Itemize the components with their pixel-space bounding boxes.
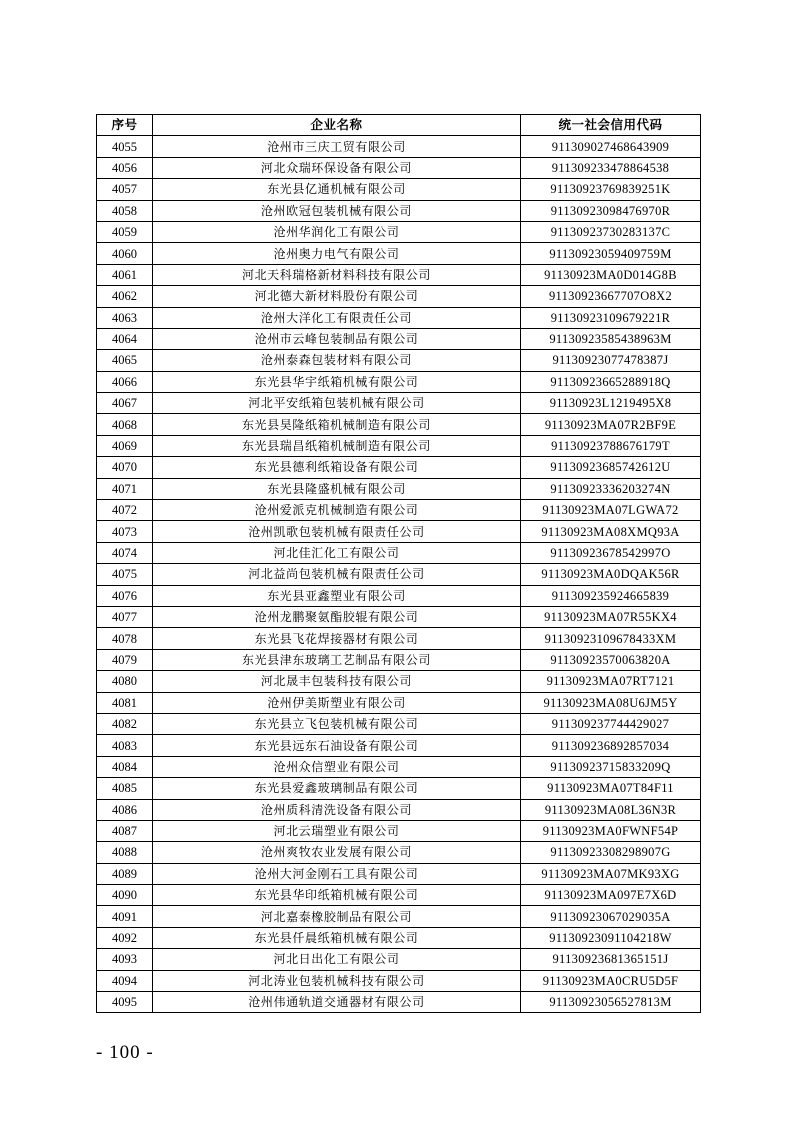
row-serial-number: 4079 bbox=[97, 649, 153, 670]
row-serial-number: 4084 bbox=[97, 756, 153, 777]
row-enterprise-name: 沧州欧冠包装机械有限公司 bbox=[153, 200, 521, 221]
row-serial-number: 4095 bbox=[97, 992, 153, 1013]
row-enterprise-name: 东光县津东玻璃工艺制品有限公司 bbox=[153, 649, 521, 670]
row-serial-number: 4069 bbox=[97, 435, 153, 456]
row-enterprise-name: 东光县爱鑫玻璃制品有限公司 bbox=[153, 778, 521, 799]
row-enterprise-name: 东光县亚鑫塑业有限公司 bbox=[153, 585, 521, 606]
table-row bbox=[97, 927, 701, 948]
row-serial-number: 4091 bbox=[97, 906, 153, 927]
row-credit-code: 91130923MA0CRU5D5F bbox=[521, 970, 701, 991]
table-row bbox=[97, 328, 701, 349]
row-serial-number: 4072 bbox=[97, 500, 153, 521]
row-serial-number: 4061 bbox=[97, 264, 153, 285]
row-enterprise-name: 东光县瑞昌纸箱机械制造有限公司 bbox=[153, 435, 521, 456]
row-credit-code: 91130923MA08U6JM5Y bbox=[521, 692, 701, 713]
row-serial-number: 4067 bbox=[97, 393, 153, 414]
row-enterprise-name: 河北天科瑞格新材料科技有限公司 bbox=[153, 264, 521, 285]
table-row bbox=[97, 393, 701, 414]
table-row bbox=[97, 371, 701, 392]
row-credit-code: 91130923308298907G bbox=[521, 842, 701, 863]
row-serial-number: 4073 bbox=[97, 521, 153, 542]
row-credit-code: 91130923MA0DQAK56R bbox=[521, 564, 701, 585]
table-row bbox=[97, 243, 701, 264]
row-enterprise-name: 沧州市云峰包装制品有限公司 bbox=[153, 328, 521, 349]
row-serial-number: 4074 bbox=[97, 542, 153, 563]
table-row bbox=[97, 542, 701, 563]
row-enterprise-name: 沧州凯歌包装机械有限责任公司 bbox=[153, 521, 521, 542]
row-enterprise-name: 东光县华宇纸箱机械有限公司 bbox=[153, 371, 521, 392]
table-row bbox=[97, 713, 701, 734]
row-serial-number: 4094 bbox=[97, 970, 153, 991]
row-enterprise-name: 东光县华印纸箱机械有限公司 bbox=[153, 885, 521, 906]
row-enterprise-name: 河北益尚包装机械有限责任公司 bbox=[153, 564, 521, 585]
table-body bbox=[97, 136, 701, 1013]
row-serial-number: 4083 bbox=[97, 735, 153, 756]
table-row bbox=[97, 628, 701, 649]
table-row bbox=[97, 820, 701, 841]
row-credit-code: 91130923MA07LGWA72 bbox=[521, 500, 701, 521]
header-serial-number: 序号 bbox=[97, 115, 153, 136]
row-credit-code: 91130923788676179T bbox=[521, 435, 701, 456]
table-row bbox=[97, 756, 701, 777]
row-enterprise-name: 河北涛业包装机械科技有限公司 bbox=[153, 970, 521, 991]
row-credit-code: 91130923769839251K bbox=[521, 179, 701, 200]
table-row bbox=[97, 350, 701, 371]
row-serial-number: 4085 bbox=[97, 778, 153, 799]
row-credit-code: 91130923MA07R2BF9E bbox=[521, 414, 701, 435]
table-row bbox=[97, 671, 701, 692]
row-enterprise-name: 沧州奥力电气有限公司 bbox=[153, 243, 521, 264]
row-serial-number: 4086 bbox=[97, 799, 153, 820]
header-credit-code: 统一社会信用代码 bbox=[521, 115, 701, 136]
row-serial-number: 4055 bbox=[97, 136, 153, 157]
row-credit-code: 911309233478864538 bbox=[521, 157, 701, 178]
table-row bbox=[97, 778, 701, 799]
row-enterprise-name: 东光县亿通机械有限公司 bbox=[153, 179, 521, 200]
row-enterprise-name: 沧州泰森包装材料有限公司 bbox=[153, 350, 521, 371]
page-number: - 100 - bbox=[96, 1042, 154, 1063]
table-row bbox=[97, 264, 701, 285]
row-enterprise-name: 东光县立飞包装机械有限公司 bbox=[153, 713, 521, 734]
row-enterprise-name: 沧州大河金刚石工具有限公司 bbox=[153, 863, 521, 884]
table-row bbox=[97, 970, 701, 991]
table-row bbox=[97, 157, 701, 178]
row-credit-code: 91130923730283137C bbox=[521, 221, 701, 242]
row-credit-code: 91130902746864390​9 bbox=[521, 136, 701, 157]
row-credit-code: 91130923109679221R bbox=[521, 307, 701, 328]
row-credit-code: 91130923667707O8X2 bbox=[521, 286, 701, 307]
row-enterprise-name: 东光县昊隆纸箱机械制造有限公司 bbox=[153, 414, 521, 435]
table-row bbox=[97, 200, 701, 221]
row-serial-number: 4088 bbox=[97, 842, 153, 863]
row-serial-number: 4056 bbox=[97, 157, 153, 178]
row-enterprise-name: 河北嘉泰橡胶制品有限公司 bbox=[153, 906, 521, 927]
row-enterprise-name: 沧州华润化工有限公司 bbox=[153, 221, 521, 242]
table-row bbox=[97, 286, 701, 307]
table-row bbox=[97, 457, 701, 478]
table-row bbox=[97, 735, 701, 756]
row-serial-number: 4068 bbox=[97, 414, 153, 435]
table-row bbox=[97, 863, 701, 884]
row-credit-code: 91130923665288918Q bbox=[521, 371, 701, 392]
row-credit-code: 91130923570063820A bbox=[521, 649, 701, 670]
row-credit-code: 91130923585438963M bbox=[521, 328, 701, 349]
row-enterprise-name: 河北德大新材料股份有限公司 bbox=[153, 286, 521, 307]
row-enterprise-name: 沧州市三庆工贸有限公司 bbox=[153, 136, 521, 157]
table-row bbox=[97, 842, 701, 863]
table-row bbox=[97, 179, 701, 200]
row-credit-code: 91130923MA07MK93XG bbox=[521, 863, 701, 884]
row-enterprise-name: 河北众瑞环保设备有限公司 bbox=[153, 157, 521, 178]
row-serial-number: 4092 bbox=[97, 927, 153, 948]
row-credit-code: 91130923MA08XMQ93A bbox=[521, 521, 701, 542]
table-row bbox=[97, 435, 701, 456]
row-serial-number: 4081 bbox=[97, 692, 153, 713]
row-credit-code: 91130923774442902​7 bbox=[521, 713, 701, 734]
row-serial-number: 4058 bbox=[97, 200, 153, 221]
row-credit-code: 911309235924665839 bbox=[521, 585, 701, 606]
row-credit-code: 91130923685742612U bbox=[521, 457, 701, 478]
row-serial-number: 4065 bbox=[97, 350, 153, 371]
table-row bbox=[97, 606, 701, 627]
row-credit-code: 91130923109678433XM bbox=[521, 628, 701, 649]
row-enterprise-name: 河北晟丰包装科技有限公司 bbox=[153, 671, 521, 692]
row-serial-number: 4077 bbox=[97, 606, 153, 627]
table-row bbox=[97, 906, 701, 927]
table-row bbox=[97, 136, 701, 157]
row-serial-number: 4075 bbox=[97, 564, 153, 585]
row-enterprise-name: 东光县仟晨纸箱机械有限公司 bbox=[153, 927, 521, 948]
row-serial-number: 4087 bbox=[97, 820, 153, 841]
table-row bbox=[97, 478, 701, 499]
table-row bbox=[97, 799, 701, 820]
row-enterprise-name: 东光县远东石油设备有限公司 bbox=[153, 735, 521, 756]
table-row bbox=[97, 649, 701, 670]
row-credit-code: 91130923681365151J bbox=[521, 949, 701, 970]
row-serial-number: 4093 bbox=[97, 949, 153, 970]
row-credit-code: 91130923MA08L36N3R bbox=[521, 799, 701, 820]
header-row bbox=[97, 115, 701, 136]
table-row bbox=[97, 885, 701, 906]
row-enterprise-name: 河北云瑞塑业有限公司 bbox=[153, 820, 521, 841]
row-credit-code: 91130923MA0D014G8B bbox=[521, 264, 701, 285]
row-enterprise-name: 河北平安纸箱包装机械有限公司 bbox=[153, 393, 521, 414]
table-row bbox=[97, 692, 701, 713]
row-enterprise-name: 沧州质科清洗设备有限公司 bbox=[153, 799, 521, 820]
row-serial-number: 4070 bbox=[97, 457, 153, 478]
table-row bbox=[97, 949, 701, 970]
header-enterprise-name: 企业名称 bbox=[153, 115, 521, 136]
row-enterprise-name: 沧州大洋化工有限责任公司 bbox=[153, 307, 521, 328]
row-serial-number: 4076 bbox=[97, 585, 153, 606]
table-row bbox=[97, 992, 701, 1013]
row-enterprise-name: 河北日出化工有限公司 bbox=[153, 949, 521, 970]
row-serial-number: 4062 bbox=[97, 286, 153, 307]
row-serial-number: 4080 bbox=[97, 671, 153, 692]
row-enterprise-name: 沧州爱派克机械制造有限公司 bbox=[153, 500, 521, 521]
row-enterprise-name: 沧州龙鹏聚氨酯胶辊有限公司 bbox=[153, 606, 521, 627]
row-enterprise-name: 东光县隆盛机械有限公司 bbox=[153, 478, 521, 499]
row-serial-number: 4082 bbox=[97, 713, 153, 734]
row-credit-code: 91130923715833209Q bbox=[521, 756, 701, 777]
table-header bbox=[97, 115, 701, 136]
row-credit-code: 911309236892857034 bbox=[521, 735, 701, 756]
row-serial-number: 4063 bbox=[97, 307, 153, 328]
table-row bbox=[97, 414, 701, 435]
table-row bbox=[97, 500, 701, 521]
row-enterprise-name: 沧州伟通轨道交通器材有限公司 bbox=[153, 992, 521, 1013]
row-credit-code: 91130923678542997O bbox=[521, 542, 701, 563]
table-row bbox=[97, 585, 701, 606]
table-row bbox=[97, 521, 701, 542]
enterprise-table bbox=[96, 114, 701, 1013]
row-serial-number: 4059 bbox=[97, 221, 153, 242]
row-credit-code: 91130923336203274N bbox=[521, 478, 701, 499]
row-enterprise-name: 东光县德利纸箱设备有限公司 bbox=[153, 457, 521, 478]
row-serial-number: 4090 bbox=[97, 885, 153, 906]
row-credit-code: 91130923059409759M bbox=[521, 243, 701, 264]
row-serial-number: 4066 bbox=[97, 371, 153, 392]
row-serial-number: 4064 bbox=[97, 328, 153, 349]
row-credit-code: 91130923L1219495X8 bbox=[521, 393, 701, 414]
row-enterprise-name: 河北佳汇化工有限公司 bbox=[153, 542, 521, 563]
row-credit-code: 91130923MA0FWNF54P bbox=[521, 820, 701, 841]
row-credit-code: 91130923MA097E7X6D bbox=[521, 885, 701, 906]
row-serial-number: 4089 bbox=[97, 863, 153, 884]
row-enterprise-name: 沧州众信塑业有限公司 bbox=[153, 756, 521, 777]
row-credit-code: 91130923MA07R55KX4 bbox=[521, 606, 701, 627]
row-serial-number: 4071 bbox=[97, 478, 153, 499]
row-credit-code: 91130923067029035A bbox=[521, 906, 701, 927]
row-credit-code: 91130923MA07T84F11 bbox=[521, 778, 701, 799]
row-credit-code: 91130923056527813M bbox=[521, 992, 701, 1013]
row-credit-code: 91130923091104218W bbox=[521, 927, 701, 948]
row-enterprise-name: 东光县飞花焊接器材有限公司 bbox=[153, 628, 521, 649]
enterprise-table-container bbox=[96, 114, 700, 1013]
row-serial-number: 4057 bbox=[97, 179, 153, 200]
row-serial-number: 4060 bbox=[97, 243, 153, 264]
row-enterprise-name: 沧州伊美斯塑业有限公司 bbox=[153, 692, 521, 713]
row-enterprise-name: 沧州爽牧农业发展有限公司 bbox=[153, 842, 521, 863]
table-row bbox=[97, 564, 701, 585]
row-credit-code: 91130923MA07RT7121 bbox=[521, 671, 701, 692]
table-row bbox=[97, 307, 701, 328]
row-serial-number: 4078 bbox=[97, 628, 153, 649]
row-credit-code: 91130923077478387J bbox=[521, 350, 701, 371]
table-row bbox=[97, 221, 701, 242]
row-credit-code: 91130923098476970R bbox=[521, 200, 701, 221]
